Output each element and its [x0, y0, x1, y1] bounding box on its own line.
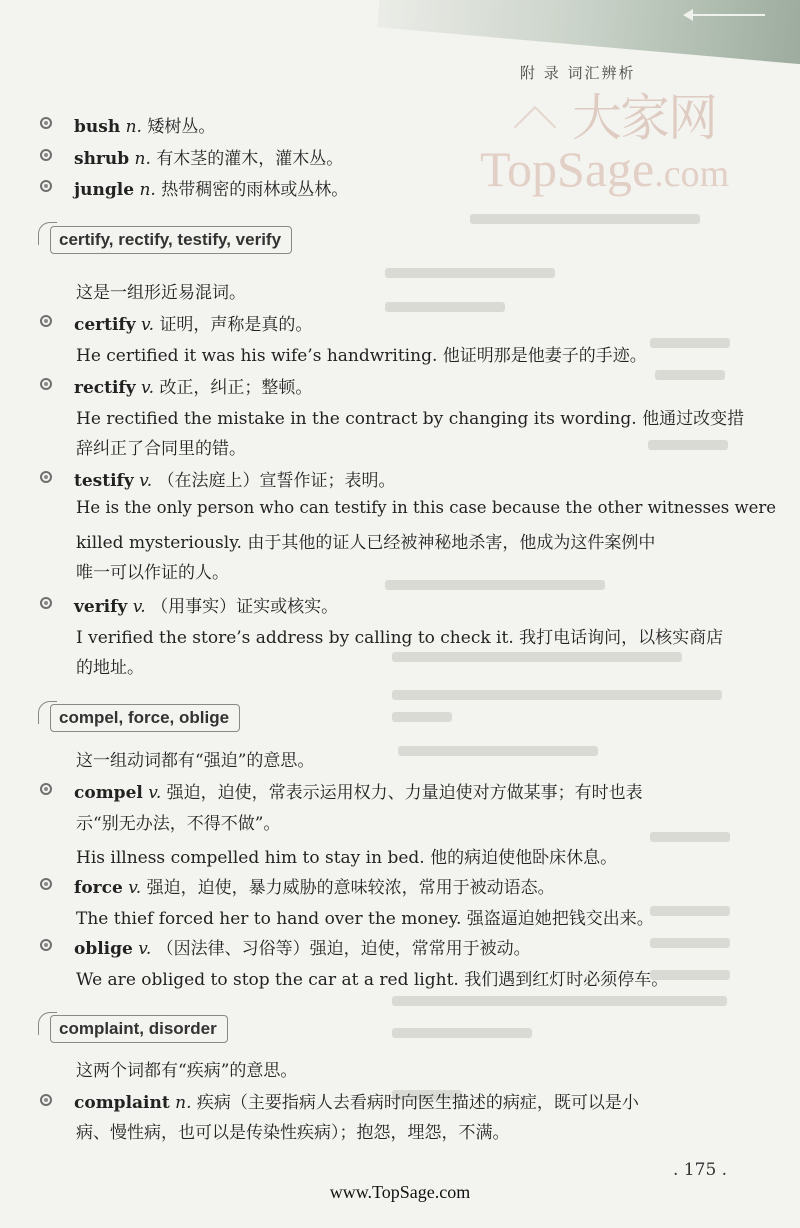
part-of-speech: v. — [132, 597, 146, 617]
arrow-icon — [685, 14, 765, 16]
definition: 有木茎的灌木，灌木丛。 — [156, 149, 344, 169]
definition: 强迫，迫使，常表示运用权力、力量迫使对方做某事；有时也表 — [166, 783, 643, 803]
bullet-icon — [40, 939, 52, 951]
bullet-icon — [40, 378, 52, 390]
entry-rectify — [74, 373, 312, 398]
headword: force — [74, 878, 123, 898]
entry-oblige — [74, 934, 531, 959]
part-of-speech: v. — [148, 783, 162, 803]
bullet-icon — [40, 878, 52, 890]
watermark-topsage — [480, 140, 729, 198]
headword: shrub — [74, 149, 130, 169]
footer-url: www.TopSage.com — [329, 1182, 471, 1202]
definition: 证明，声称是真的。 — [159, 315, 313, 335]
entry-bush — [74, 112, 215, 137]
part-of-speech: v. — [138, 939, 152, 959]
headword: compel — [74, 783, 143, 803]
part-of-speech: n. — [125, 117, 142, 137]
definition: （用事实）证实或核实。 — [151, 597, 339, 617]
entry-compel — [74, 778, 643, 803]
entry-force — [74, 873, 555, 898]
definition: 热带稠密的雨林或丛林。 — [161, 180, 349, 200]
example-line: He rectified the mistake in the contract by changing its wording. 他通过改变措 — [76, 409, 745, 429]
definition: 矮树丛。 — [147, 117, 216, 137]
headword: rectify — [74, 378, 136, 398]
group-title-complaint: complaint, disorder — [50, 1015, 228, 1043]
watermark-topsage-main: TopSage — [480, 141, 655, 197]
bullet-icon — [40, 117, 52, 129]
entry-testify — [74, 466, 396, 491]
example-line: He certified it was his wife’s handwriting. 他证明那是他妻子的手迹。 — [76, 346, 647, 366]
entry-jungle — [74, 175, 348, 200]
page-number: . 175 . — [673, 1160, 728, 1180]
group-title-certify: certify, rectify, testify, verify — [50, 226, 292, 254]
bullet-icon — [40, 597, 52, 609]
group-intro: 这是一组形近易混词。 — [76, 283, 246, 303]
definition: 改正，纠正；整顿。 — [159, 378, 313, 398]
example-line: He is the only person who can testify in this case because the other witnesses were — [76, 498, 777, 517]
definition: （因法律、习俗等）强迫，迫使，常常用于被动。 — [156, 939, 531, 959]
example-line: 辞纠正了合同里的错。 — [76, 439, 246, 459]
example-line: We are obliged to stop the car at a red light. 我们遇到红灯时必须停车。 — [76, 970, 669, 990]
watermark-topsage-suffix: .com — [654, 153, 730, 195]
example-line: killed mysteriously. 由于其他的证人已经被神秘地杀害，他成为这件案例中 — [76, 533, 656, 553]
entry-shrub — [74, 144, 343, 169]
example-line: 的地址。 — [76, 658, 144, 678]
bullet-icon — [40, 471, 52, 483]
example-line: The thief forced her to hand over the money. 强盗逼迫她把钱交出来。 — [76, 909, 654, 929]
section-label: 附 录 词汇辨析 — [520, 64, 636, 82]
headword: jungle — [74, 180, 135, 200]
bullet-icon — [40, 1094, 52, 1106]
headword: bush — [74, 117, 121, 137]
part-of-speech: v. — [141, 378, 155, 398]
part-of-speech: n. — [139, 180, 156, 200]
example-line: I verified the store’s address by calling to check it. 我打电话询问，以核实商店 — [76, 628, 724, 648]
headword: oblige — [74, 939, 133, 959]
bullet-icon — [40, 180, 52, 192]
definition-continued: 病、慢性病，也可以是传染性疾病）；抱怨，埋怨，不满。 — [76, 1123, 510, 1143]
entry-verify — [74, 592, 338, 617]
headword: certify — [74, 315, 136, 335]
headword: testify — [74, 471, 134, 491]
part-of-speech: v. — [141, 315, 155, 335]
part-of-speech: n. — [175, 1093, 192, 1113]
headword: verify — [74, 597, 128, 617]
definition: 强迫，迫使，暴力威胁的意味较浓，常用于被动语态。 — [146, 878, 555, 898]
bullet-icon — [40, 783, 52, 795]
watermark-chinese: 大家网 — [572, 89, 716, 147]
headword: complaint — [74, 1093, 170, 1113]
entry-certify — [74, 310, 312, 335]
bullet-icon — [40, 315, 52, 327]
group-intro: 这两个词都有“疾病”的意思。 — [76, 1061, 298, 1081]
definition-continued: 示“别无办法，不得不做”。 — [76, 814, 281, 834]
group-intro: 这一组动词都有“强迫”的意思。 — [76, 751, 315, 771]
part-of-speech: n. — [134, 149, 151, 169]
entry-complaint — [74, 1088, 639, 1113]
definition: 疾病（主要指病人去看病时向医生描述的病症，既可以是小 — [196, 1093, 639, 1113]
bullet-icon — [40, 149, 52, 161]
example-line: 唯一可以作证的人。 — [76, 563, 229, 583]
definition: （在法庭上）宣誓作证；表明。 — [157, 471, 396, 491]
group-title-compel: compel, force, oblige — [50, 704, 240, 732]
part-of-speech: v. — [128, 878, 142, 898]
part-of-speech: v. — [139, 471, 153, 491]
example-line: His illness compelled him to stay in bed. 他的病迫使他卧床休息。 — [76, 848, 618, 868]
